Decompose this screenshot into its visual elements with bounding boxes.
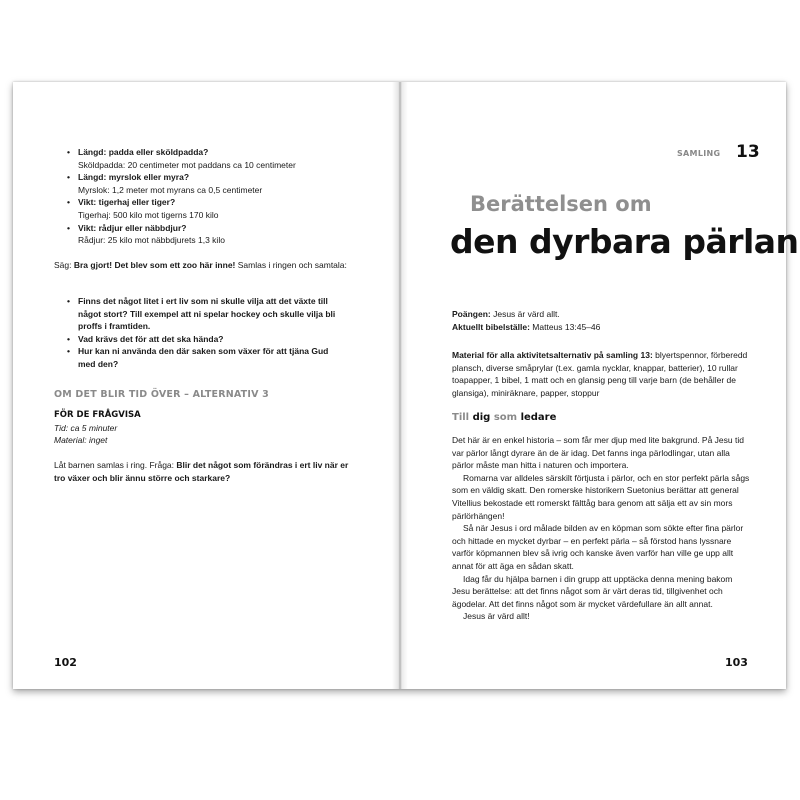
say-bold: Bra gjort! Det blev som ett zoo här inne! — [73, 260, 236, 270]
list-item — [65, 196, 365, 209]
question-text: Längd: myrslok eller myra? — [78, 172, 190, 183]
left-page — [13, 82, 399, 689]
activity-material: Material: inget — [54, 435, 108, 446]
answer-text: Myrslok: 1,2 meter mot myrans ca 0,5 centimeter — [78, 184, 263, 195]
material-label: Material för alla aktivitetsalternativ på samling 13: — [452, 350, 653, 360]
point-line — [452, 308, 752, 321]
discussion-questions — [65, 295, 337, 371]
paragraph: Så när Jesus i ord målade bilden av en köpman som sökte efter fina pärlor och hittade en mycket dyrbar – en perfekt pärla – så förstod hans lyssnare varför köpmannen blev så ivrig och kanske även varför han ville ge upp allt annat för att äga en sådan skatt. — [452, 523, 744, 571]
paragraph: Idag får du hjälpa barnen i din grupp att upptäcka denna mening bakom Jesu berättelse: att det finns något som är värt deras tid, tillgivenhet och ägodelar. Att det finns något som är mycket värdefullare än allt annat. — [452, 573, 733, 609]
book-spread — [13, 82, 799, 689]
session-number: 13 — [736, 142, 760, 162]
material-text: blyertspennor, förberedd plansch, diverse småprylar (t.ex. gamla nycklar, knappar, batterier), 10 rullar toapapper, 1 bibel, 1 matt och en glansig peng till varje barn (de behåller de glansiga), miniräknare, papper, stoppur — [452, 350, 748, 398]
leader-heading-part: dig — [472, 412, 491, 423]
activity-time: Tid: ca 5 minuter — [54, 422, 118, 433]
point-text: Jesus är värd allt. — [490, 309, 560, 319]
list-item: • Vad krävs det för att det ska hända? — [65, 333, 337, 346]
question-text: Vikt: rådjur eller näbbdjur? — [78, 222, 187, 233]
page-number: 103 — [725, 656, 748, 669]
leader-text — [452, 434, 752, 623]
right-page — [400, 82, 799, 689]
title-line-1: Berättelsen om — [470, 192, 652, 216]
activity-subheading: FÖR DE FRÅGVISA — [54, 410, 141, 420]
activity-block — [54, 409, 354, 447]
animal-comparison-list — [65, 146, 365, 247]
question-text: Längd: padda eller sköldpadda? — [78, 147, 209, 157]
closing-paragraph — [54, 459, 354, 484]
answer-text: Rådjur: 25 kilo mot näbbdjurets 1,3 kilo — [78, 235, 225, 246]
material-paragraph — [452, 349, 750, 399]
session-label: SAMLING — [677, 149, 721, 158]
point-block — [452, 308, 752, 333]
leader-heading-part: som — [490, 412, 521, 423]
closing-prefix: Låt barnen samlas i ring. Fråga: — [54, 460, 177, 470]
paragraph: Romarna var alldeles särskilt förtjusta i pärlor, och en stor perfekt pärla sågs som en väldig skatt. Den romerske historikern Suetonius berättar att general Vitellius bekostade ett romerskt fälttåg bara genom att sälja ett av sin mors pärlörhängen! — [452, 472, 750, 521]
bible-text: Matteus 13:45–46 — [529, 321, 601, 332]
page-number: 102 — [54, 656, 77, 669]
list-item — [65, 171, 365, 184]
section-heading: OM DET BLIR TID ÖVER – ALTERNATIV 3 — [54, 389, 269, 400]
say-paragraph — [54, 259, 354, 272]
bible-line — [452, 321, 752, 334]
bible-label: Aktuellt bibelställe: — [452, 321, 530, 332]
list-item — [65, 146, 365, 159]
leader-heading — [452, 412, 556, 423]
paragraph: Det här är en enkel historia – som får mer djup med lite bakgrund. På Jesu tid var pärlor långt dyrare än de är idag. Det fanns inga pärlodlingar, utan alla pärlor måste man hitta i naturen och importera. — [452, 435, 744, 471]
say-prefix: Säg: — [54, 260, 74, 270]
title-line-2: den dyrbara pärlan — [450, 222, 799, 261]
leader-heading-part: Till — [452, 412, 473, 423]
say-rest: Samlas i ringen och samtala: — [235, 260, 347, 270]
closing-bold: Blir det något som förändras i ert liv när er tro växer och blir ännu större och starkare? — [54, 460, 349, 483]
list-item — [65, 222, 365, 235]
list-item: • Finns det något litet i ert liv som ni skulle vilja att det växte till något stort? Till exempel att ni spelar hockey och skulle vilja bli proffs i framtiden. — [65, 295, 337, 333]
answer-text: Sköldpadda: 20 centimeter mot paddans ca 10 centimeter — [78, 159, 296, 170]
question-text: Vikt: tigerhaj eller tiger? — [78, 197, 176, 208]
point-label: Poängen: — [452, 309, 491, 319]
list-item: • Hur kan ni använda den där saken som växer för att tjäna Gud med den? — [65, 345, 337, 370]
leader-heading-part: ledare — [520, 412, 557, 423]
answer-text: Tigerhaj: 500 kilo mot tigerns 170 kilo — [78, 209, 219, 220]
paragraph: Jesus är värd allt! — [463, 611, 530, 622]
